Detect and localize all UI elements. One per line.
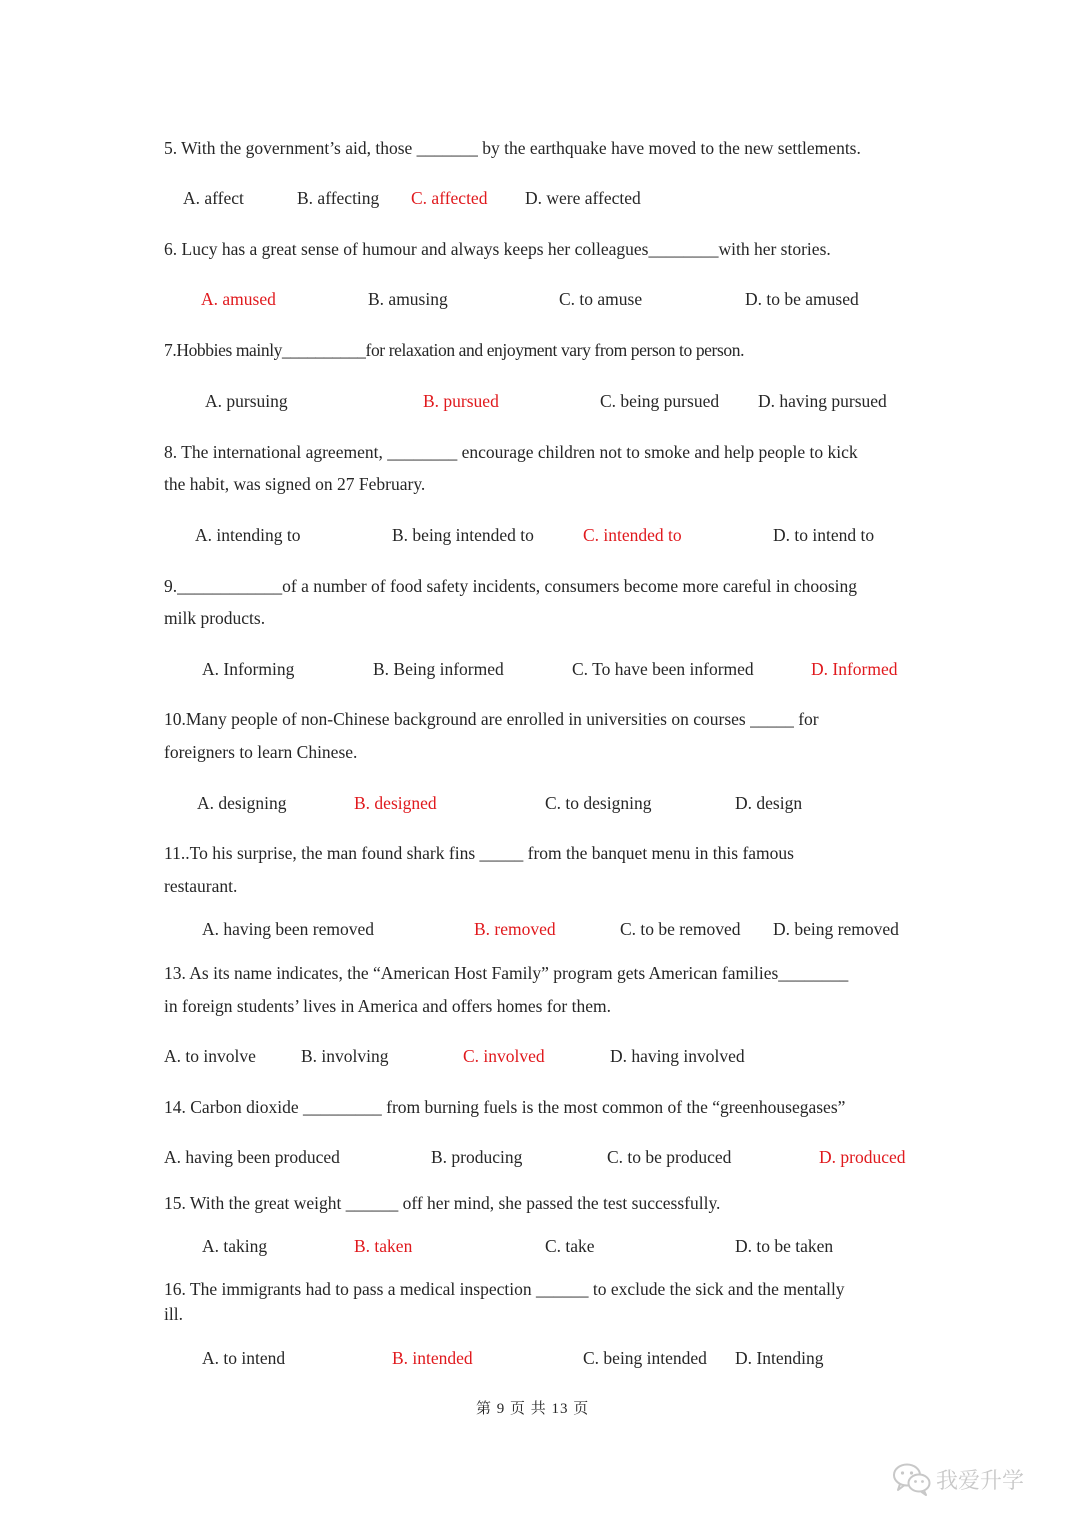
q11-option-d: D. being removed: [773, 919, 899, 939]
q13-option-b: B. involving: [301, 1046, 389, 1066]
q5-option-b: B. affecting: [297, 188, 380, 208]
q5-option-d: D. were affected: [525, 188, 641, 208]
question-9-line-1: 9.____________of a number of food safety incidents, consumers become more careful in choosing: [164, 576, 858, 596]
q8-option-a: A. intending to: [195, 525, 301, 545]
q16-option-a: A. to intend: [202, 1348, 286, 1368]
q10-option-a: A. designing: [197, 793, 287, 813]
q7-option-b-answer: B. pursued: [423, 391, 499, 411]
q8-option-b: B. being intended to: [392, 525, 534, 545]
q13-option-d: D. having involved: [610, 1046, 745, 1066]
question-10-line-1: 10.Many people of non-Chinese background are enrolled in universities on courses _____ for: [164, 709, 819, 729]
q16-option-b-answer: B. intended: [392, 1348, 473, 1368]
q11-option-c: C. to be removed: [620, 919, 741, 939]
question-10-line-2: foreigners to learn Chinese.: [164, 742, 358, 762]
q6-option-a-answer: A. amused: [201, 289, 276, 309]
q14-option-b: B. producing: [431, 1147, 523, 1167]
question-16-line-1: 16. The immigrants had to pass a medical inspection ______ to exclude the sick and the mentally: [164, 1279, 845, 1299]
q8-option-d: D. to intend to: [773, 525, 875, 545]
q16-option-c: C. being intended: [583, 1348, 707, 1368]
question-9-line-2: milk products.: [164, 608, 266, 628]
question-8-line-2: the habit, was signed on 27 February.: [164, 474, 426, 494]
wechat-icon: [892, 1462, 932, 1496]
q11-option-a: A. having been removed: [202, 919, 375, 939]
q13-option-a: A. to involve: [164, 1046, 256, 1066]
q6-option-b: B. amusing: [368, 289, 448, 309]
question-8-line-1: 8. The international agreement, ________ encourage children not to smoke and help people to kick: [164, 442, 858, 462]
q7-option-c: C. being pursued: [600, 391, 720, 411]
q9-option-c: C. To have been informed: [572, 659, 754, 679]
question-6-line-1: 6. Lucy has a great sense of humour and always keeps her colleagues________with her stories.: [164, 239, 831, 259]
q16-option-d: D. Intending: [735, 1348, 824, 1368]
q9-option-a: A. Informing: [202, 659, 295, 679]
page-footer: 第 9 页 共 13 页: [476, 1401, 590, 1417]
q15-option-c: C. take: [545, 1236, 595, 1256]
question-11-line-1: 11..To his surprise, the man found shark fins _____ from the banquet menu in this famous: [164, 843, 794, 863]
q8-option-c-answer: C. intended to: [583, 525, 682, 545]
q6-option-d: D. to be amused: [745, 289, 859, 309]
q10-option-b-answer: B. designed: [354, 793, 437, 813]
q10-option-c: C. to designing: [545, 793, 652, 813]
q9-option-d-answer: D. Informed: [811, 659, 898, 679]
q15-option-b-answer: B. taken: [354, 1236, 413, 1256]
q6-option-c: C. to amuse: [559, 289, 643, 309]
q15-option-a: A. taking: [202, 1236, 268, 1256]
q7-option-d: D. having pursued: [758, 391, 887, 411]
watermark-text: 我爱升学: [936, 1468, 1025, 1494]
watermark: [892, 1462, 1024, 1496]
question-16-line-2: ill.: [164, 1304, 183, 1324]
q14-option-c: C. to be produced: [607, 1147, 732, 1167]
question-13-line-1: 13. As its name indicates, the “American Host Family” program gets American families________: [164, 963, 849, 983]
q7-option-a: A. pursuing: [205, 391, 288, 411]
q14-option-a: A. having been produced: [164, 1147, 340, 1167]
q14-option-d-answer: D. produced: [819, 1147, 906, 1167]
q9-option-b: B. Being informed: [373, 659, 504, 679]
q5-option-c-answer: C. affected: [411, 188, 488, 208]
question-14-line-1: 14. Carbon dioxide _________ from burning fuels is the most common of the “greenhousegases”: [164, 1097, 846, 1117]
question-7-line-1: 7.Hobbies mainly__________for relaxation and enjoyment vary from person to person.: [164, 340, 745, 360]
q10-option-d: D. design: [735, 793, 803, 813]
q11-option-b-answer: B. removed: [474, 919, 556, 939]
question-5-line-1: 5. With the government’s aid, those _______ by the earthquake have moved to the new settlements.: [164, 138, 861, 158]
question-13-line-2: in foreign students’ lives in America and offers homes for them.: [164, 996, 611, 1016]
q5-option-a: A. affect: [183, 188, 244, 208]
question-11-line-2: restaurant.: [164, 876, 238, 896]
question-15-line-1: 15. With the great weight ______ off her mind, she passed the test successfully.: [164, 1193, 721, 1213]
q13-option-c-answer: C. involved: [463, 1046, 545, 1066]
q15-option-d: D. to be taken: [735, 1236, 834, 1256]
